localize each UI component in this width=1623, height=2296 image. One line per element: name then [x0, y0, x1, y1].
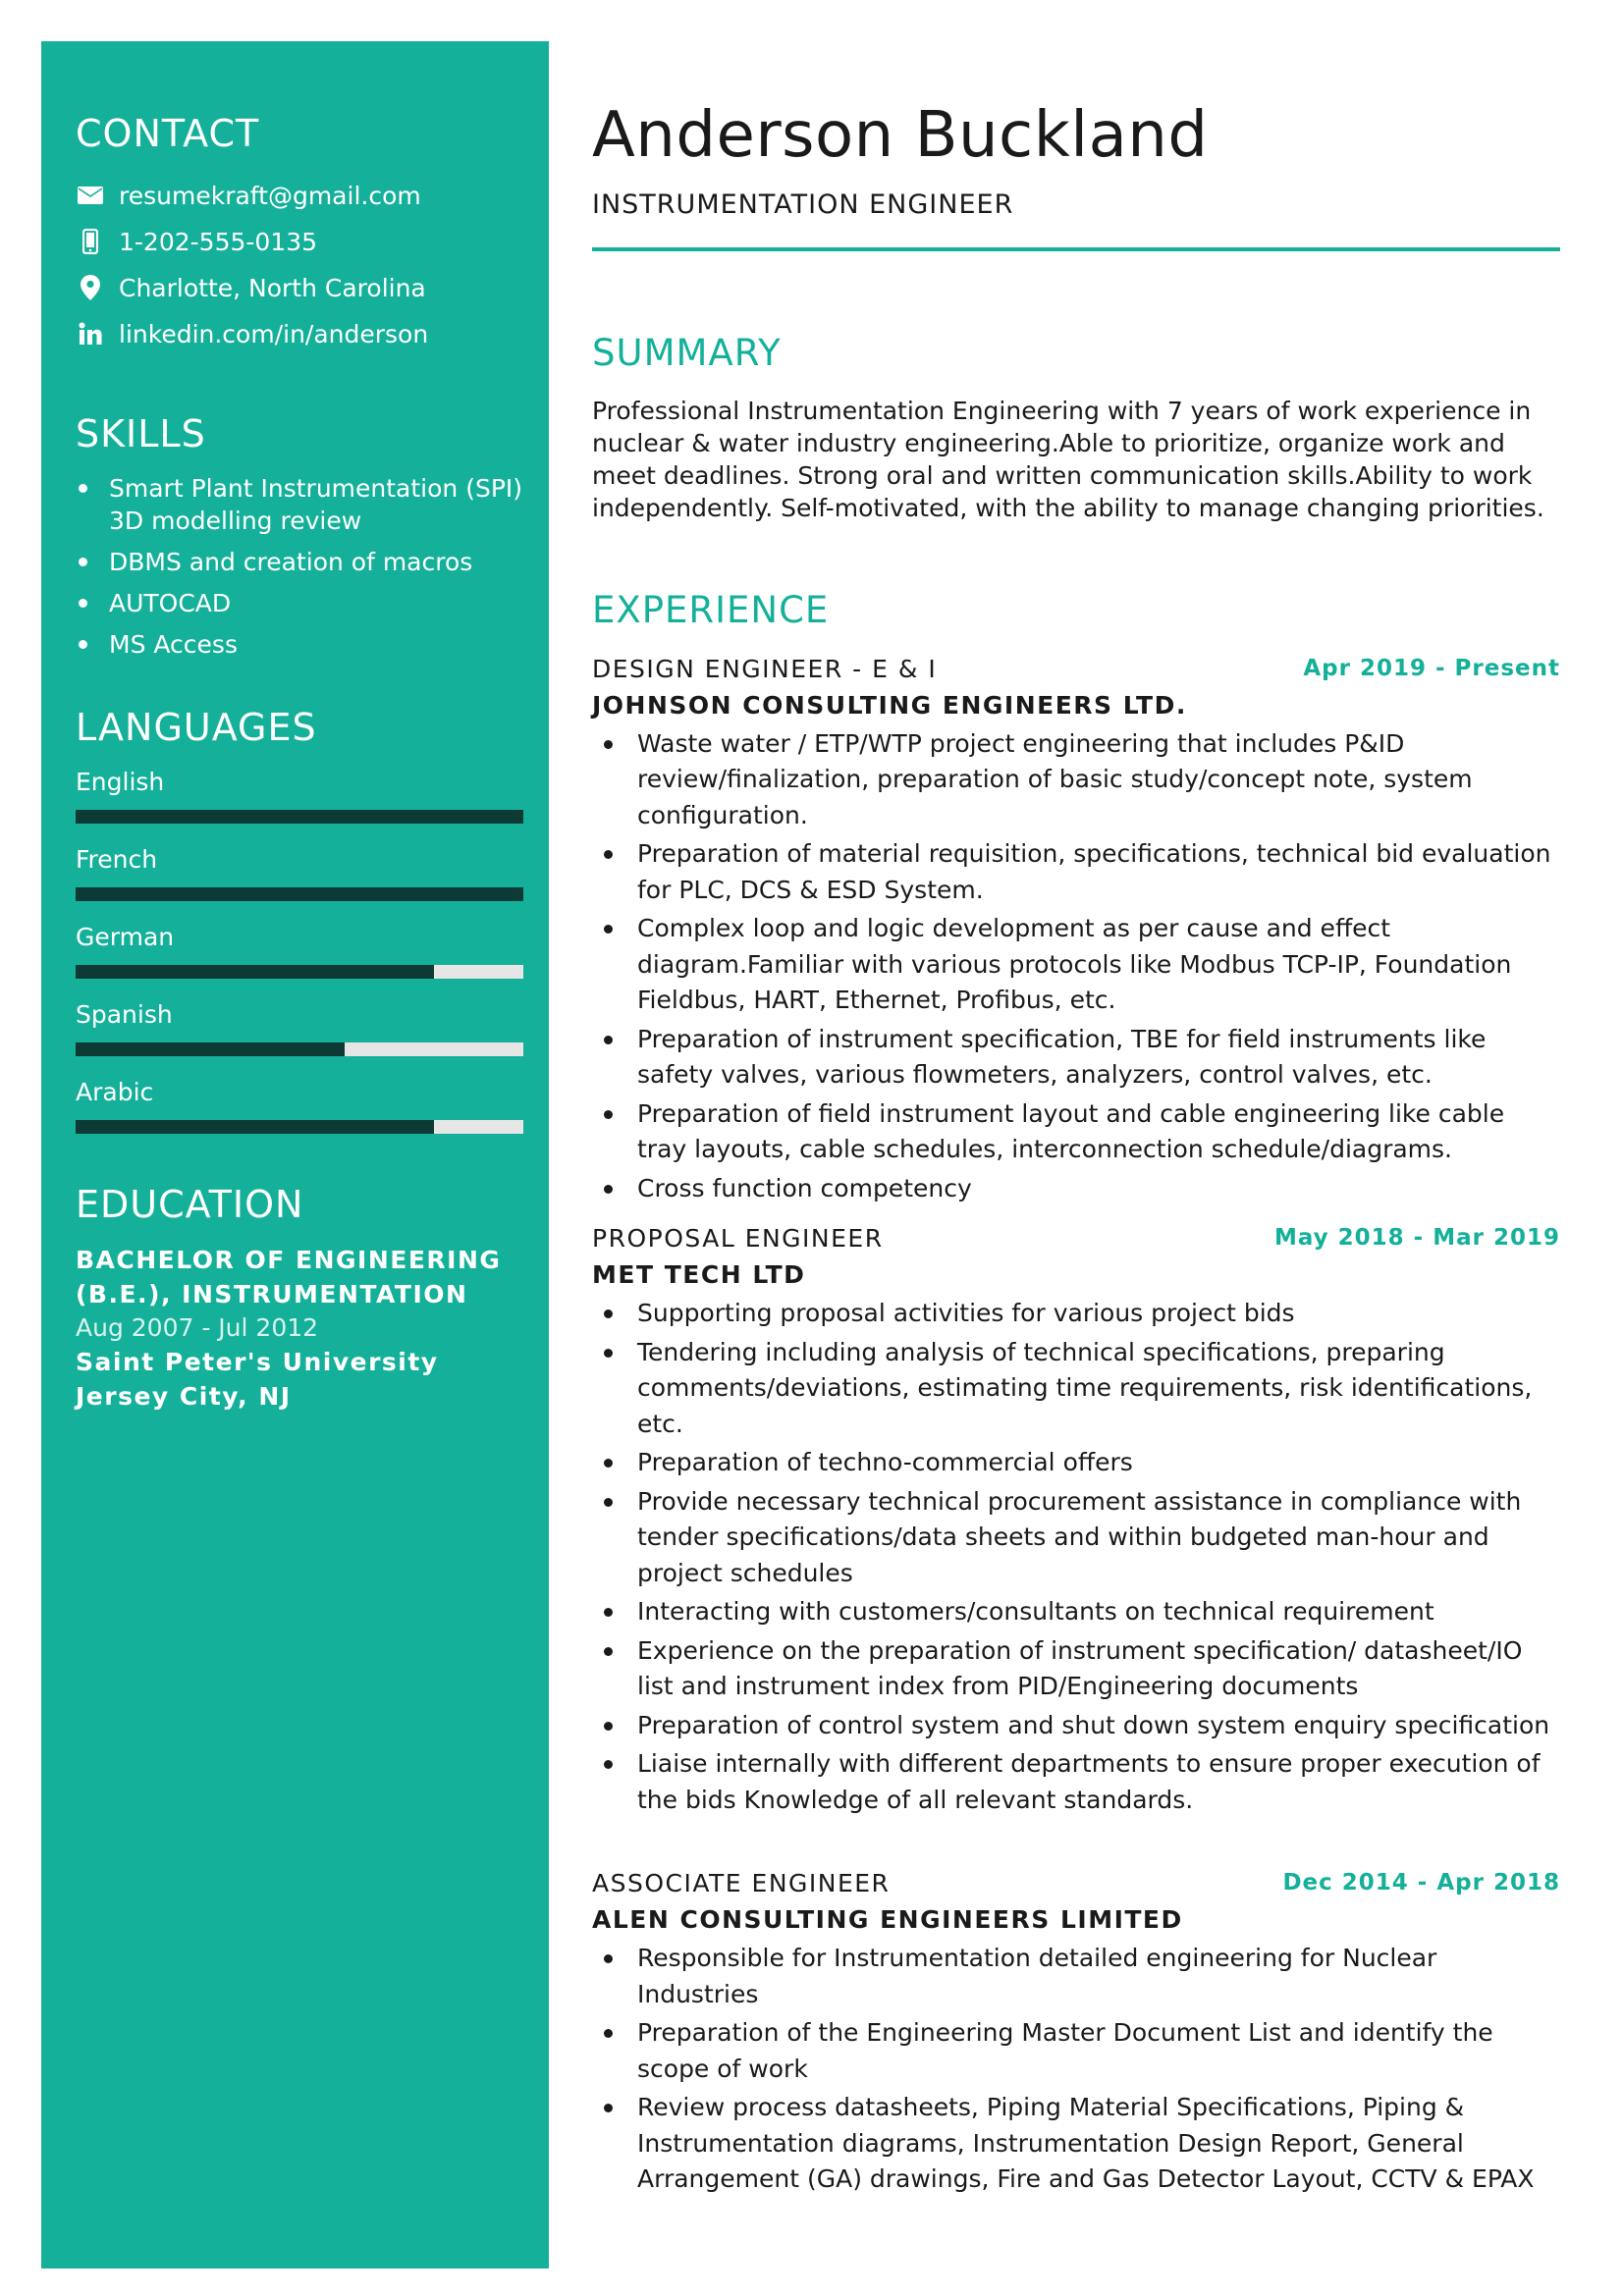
- job-header: [592, 1865, 1560, 1938]
- language-item: [76, 999, 523, 1056]
- linkedin-icon: [76, 319, 105, 348]
- job-role: PROPOSAL ENGINEER: [592, 1224, 884, 1254]
- job-entry: [592, 1220, 1560, 1818]
- languages-list: [76, 767, 523, 1134]
- job-bullet: Experience on the preparation of instrument specification/ datasheet/IO list and instrument index from PID/Engineering documents: [592, 1633, 1560, 1705]
- languages-heading: LANGUAGES: [76, 706, 317, 750]
- language-level-bar: [76, 1120, 523, 1134]
- job-dates: Dec 2014 - Apr 2018: [1282, 1870, 1560, 1896]
- job-bullet: Complex loop and logic development as per cause and effect diagram.Familiar with various protocols like Modbus TCP-IP, Foundation Fieldbus, HART, Ethernet, Profibus, etc.: [592, 911, 1560, 1019]
- job-bullets: [592, 1941, 1560, 2198]
- job-bullet: Waste water / ETP/WTP project engineering that includes P&ID review/finalization, preparation of basic study/concept note, system configuration.: [592, 726, 1560, 834]
- job-role: DESIGN ENGINEER - E & I: [592, 654, 938, 683]
- job-header: [592, 651, 1560, 723]
- job-bullet: Preparation of material requisition, specifications, technical bid evaluation for PLC, DCS & ESD System.: [592, 836, 1560, 908]
- job-bullet: Supporting proposal activities for various project bids: [592, 1296, 1560, 1332]
- language-level-bar: [76, 965, 523, 979]
- language-name: Arabic: [76, 1077, 154, 1106]
- job-bullet: Provide necessary technical procurement assistance in compliance with tender specifications/data sheets and within budgeted man-hour and project schedules: [592, 1484, 1560, 1592]
- language-level-fill: [76, 965, 434, 979]
- header-divider: [592, 247, 1560, 251]
- sidebar: [41, 41, 549, 2269]
- language-name: Spanish: [76, 999, 173, 1029]
- job-bullet: Interacting with customers/consultants on technical requirement: [592, 1594, 1560, 1630]
- job-bullet: Preparation of field instrument layout and cable engineering like cable tray layouts, cable schedules, interconnection schedule/diagrams.: [592, 1096, 1560, 1168]
- job-header: [592, 1220, 1560, 1293]
- language-item: [76, 922, 523, 979]
- contact-phone-text: 1-202-555-0135: [119, 227, 318, 256]
- language-item: [76, 767, 523, 824]
- language-item: [76, 1077, 523, 1134]
- language-name: French: [76, 844, 158, 874]
- job-bullet: Review process datasheets, Piping Material Specifications, Piping & Instrumentation diagrams, Instrumentation Design Report, General Arrangement (GA) drawings, Fire and Gas Detector Layout, CCTV & EPAX: [592, 2090, 1560, 2198]
- education-heading: EDUCATION: [76, 1182, 304, 1226]
- language-level-fill: [76, 1042, 345, 1056]
- job-bullet: Preparation of the Engineering Master Document List and identify the scope of work: [592, 2015, 1560, 2087]
- job-entry: [592, 651, 1560, 1207]
- job-bullet: Tendering including analysis of technical specifications, preparing comments/deviations, estimating time requirements, risk identifications, etc.: [592, 1335, 1560, 1443]
- job-bullets: [592, 726, 1560, 1207]
- skill-item: MS Access: [76, 628, 523, 661]
- job-company: MET TECH LTD: [592, 1260, 806, 1290]
- job-role: ASSOCIATE ENGINEER: [592, 1869, 891, 1898]
- job-entry: [592, 1865, 1560, 2198]
- language-level-bar: [76, 810, 523, 824]
- job-bullet: Preparation of instrument specification, TBE for field instruments like safety valves, various flowmeters, analyzers, control valves, etc.: [592, 1022, 1560, 1094]
- language-level-bar: [76, 887, 523, 901]
- skill-item: Smart Plant Instrumentation (SPI) 3D modelling review: [76, 472, 523, 537]
- contact-list: [76, 173, 523, 357]
- skills-heading: SKILLS: [76, 411, 206, 455]
- experience-heading: EXPERIENCE: [592, 589, 830, 632]
- contact-linkedin-text: linkedin.com/in/anderson: [119, 319, 429, 348]
- contact-location: [76, 265, 523, 311]
- language-level-fill: [76, 810, 523, 824]
- education-degree: BACHELOR OF ENGINEERING (B.E.), INSTRUMENTATION: [76, 1246, 502, 1309]
- job-bullets: [592, 1296, 1560, 1818]
- main-content: [592, 98, 1560, 2198]
- skill-item: DBMS and creation of macros: [76, 546, 523, 578]
- job-bullet: Preparation of control system and shut down system enquiry specification: [592, 1708, 1560, 1744]
- envelope-icon: [76, 181, 105, 210]
- language-level-fill: [76, 1120, 434, 1134]
- job-bullet: Liaise internally with different departments to ensure proper execution of the bids Knowledge of all relevant standards.: [592, 1746, 1560, 1818]
- job-bullet: Preparation of techno-commercial offers: [592, 1445, 1560, 1481]
- job-dates: Apr 2019 - Present: [1303, 655, 1560, 681]
- education-school: Saint Peter's University Jersey City, NJ: [76, 1348, 439, 1412]
- education-dates: Aug 2007 - Jul 2012: [76, 1313, 319, 1343]
- summary-text: Professional Instrumentation Engineering with 7 years of work experience in nuclear & water industry engineering.Able to prioritize, organize work and meet deadlines. Strong oral and written communication skills.Ability to work independently. Self-motivated, with the ability to manage changing priorities.: [592, 397, 1544, 523]
- job-bullet: Cross function competency: [592, 1171, 1560, 1207]
- skill-item: AUTOCAD: [76, 587, 523, 619]
- language-level-fill: [76, 887, 523, 901]
- contact-email-text: resumekraft@gmail.com: [119, 181, 421, 210]
- job-company: JOHNSON CONSULTING ENGINEERS LTD.: [592, 690, 1187, 720]
- contact-phone[interactable]: [76, 219, 523, 265]
- contact-location-text: Charlotte, North Carolina: [119, 273, 426, 302]
- language-name: German: [76, 922, 175, 951]
- contact-linkedin[interactable]: [76, 311, 523, 357]
- job-title: INSTRUMENTATION ENGINEER: [592, 188, 1014, 220]
- contact-email[interactable]: [76, 173, 523, 219]
- language-name: English: [76, 767, 165, 796]
- job-company: ALEN CONSULTING ENGINEERS LIMITED: [592, 1905, 1183, 1935]
- skills-list: [76, 472, 523, 661]
- job-dates: May 2018 - Mar 2019: [1273, 1225, 1560, 1252]
- contact-heading: CONTACT: [76, 112, 260, 155]
- language-item: [76, 844, 523, 901]
- location-pin-icon: [76, 273, 105, 302]
- candidate-name: Anderson Buckland: [592, 99, 1209, 172]
- phone-icon: [76, 227, 105, 256]
- job-bullet: Responsible for Instrumentation detailed engineering for Nuclear Industries: [592, 1941, 1560, 2012]
- summary-heading: SUMMARY: [592, 331, 782, 374]
- language-level-bar: [76, 1042, 523, 1056]
